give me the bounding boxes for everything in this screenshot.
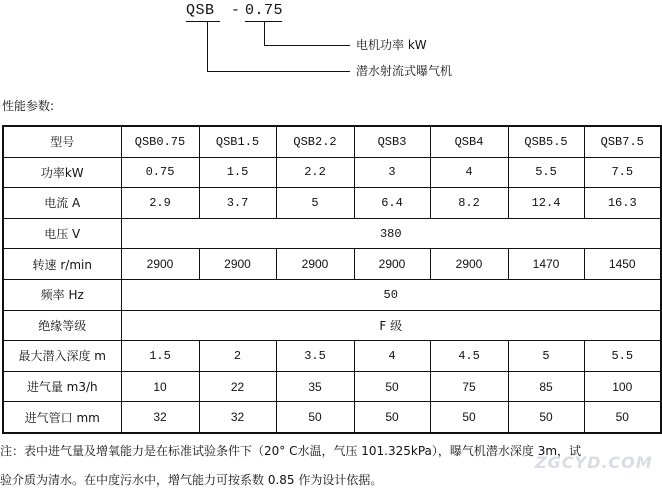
row-label-pipe-diameter: 进气管口 mm <box>3 402 121 433</box>
table-cell: 85 <box>508 371 584 402</box>
table-cell: 5.5 <box>584 341 661 372</box>
site-watermark: ZGCYD.COM <box>535 453 653 472</box>
table-cell: 2900 <box>199 249 276 280</box>
table-cell: 1450 <box>584 249 661 280</box>
table-cell: 2900 <box>121 249 199 280</box>
section-title: 性能参数: <box>2 99 55 113</box>
row-label-insulation: 绝缘等级 <box>3 310 121 341</box>
series-code: QSB <box>186 2 215 19</box>
power-description: 电机功率 kW <box>356 38 427 52</box>
series-code-underline <box>186 21 220 22</box>
table-cell: 5.5 <box>508 157 584 188</box>
row-label-voltage: 电压 V <box>3 218 121 249</box>
table-cell: 5 <box>508 341 584 372</box>
row-label-air-intake: 进气量 m3/h <box>3 371 121 402</box>
row-label-depth: 最大潜入深度 m <box>3 341 121 372</box>
row-label-frequency: 频率 Hz <box>3 279 121 310</box>
separator-dash: - <box>231 2 241 19</box>
table-cell: 3.5 <box>276 341 354 372</box>
table-row-depth <box>3 341 661 372</box>
table-row-frequency <box>3 279 661 310</box>
table-header-row <box>3 126 661 157</box>
table-cell: 1.5 <box>199 157 276 188</box>
table-cell: 50 <box>508 402 584 433</box>
merged-insulation-cell: F 级 <box>121 310 661 341</box>
model-header-cell: QSB0.75 <box>121 126 199 157</box>
table-cell: 12.4 <box>508 188 584 219</box>
table-cell: 3 <box>354 157 430 188</box>
performance-table <box>2 125 662 434</box>
table-cell: 2 <box>199 341 276 372</box>
table-row-air-intake <box>3 371 661 402</box>
table-cell: 1470 <box>508 249 584 280</box>
table-cell: 4 <box>430 157 508 188</box>
note-line-1: 注：表中进气量及增氧能力是在标准试验条件下（20° C水温，气压 101.325kPa），曝气机潜水深度 3m，试 <box>0 444 582 458</box>
table-row-power <box>3 157 661 188</box>
table-cell: 4.5 <box>430 341 508 372</box>
table-cell: 22 <box>199 371 276 402</box>
table-cell: 32 <box>121 402 199 433</box>
type-description: 潜水射流式曝气机 <box>356 64 453 78</box>
table-row-insulation <box>3 310 661 341</box>
table-cell: 100 <box>584 371 661 402</box>
table-cell: 75 <box>430 371 508 402</box>
table-cell: 1.5 <box>121 341 199 372</box>
type-leader-vertical <box>207 22 208 72</box>
table-cell: 50 <box>354 371 430 402</box>
note-line-2: 验介质为清水。在中度污水中，增气能力可按系数 0.85 作为设计依据。 <box>0 473 383 487</box>
table-row-pipe-diameter <box>3 402 661 433</box>
table-row-voltage <box>3 218 661 249</box>
table-cell: 50 <box>584 402 661 433</box>
table-row-current <box>3 188 661 219</box>
table-row-speed <box>3 249 661 280</box>
table-cell: 4 <box>354 341 430 372</box>
row-label-speed: 转速 r/min <box>3 249 121 280</box>
table-cell: 2900 <box>354 249 430 280</box>
table-cell: 10 <box>121 371 199 402</box>
model-header-cell: QSB2.2 <box>276 126 354 157</box>
model-header-cell: QSB3 <box>354 126 430 157</box>
table-header-label: 型号 <box>3 126 121 157</box>
table-cell: 6.4 <box>354 188 430 219</box>
model-header-cell: QSB1.5 <box>199 126 276 157</box>
table-cell: 50 <box>354 402 430 433</box>
table-cell: 35 <box>276 371 354 402</box>
merged-voltage-cell: 380 <box>121 218 661 249</box>
row-label-current: 电流 A <box>3 188 121 219</box>
type-leader-horizontal <box>207 71 350 72</box>
table-cell: 2.2 <box>276 157 354 188</box>
table-cell: 32 <box>199 402 276 433</box>
table-cell: 16.3 <box>584 188 661 219</box>
table-cell: 8.2 <box>430 188 508 219</box>
table-cell: 2900 <box>276 249 354 280</box>
table-cell: 50 <box>276 402 354 433</box>
table-cell: 0.75 <box>121 157 199 188</box>
model-designation-diagram <box>0 0 662 98</box>
power-leader-horizontal <box>264 45 350 46</box>
model-header-cell: QSB7.5 <box>584 126 661 157</box>
table-cell: 2.9 <box>121 188 199 219</box>
table-cell: 3.7 <box>199 188 276 219</box>
model-header-cell: QSB4 <box>430 126 508 157</box>
table-cell: 50 <box>430 402 508 433</box>
power-code: 0.75 <box>245 2 284 19</box>
table-cell: 7.5 <box>584 157 661 188</box>
table-cell: 2900 <box>430 249 508 280</box>
table-cell: 5 <box>276 188 354 219</box>
row-label-power: 功率kW <box>3 157 121 188</box>
power-leader-vertical <box>264 22 265 46</box>
merged-frequency-cell: 50 <box>121 279 661 310</box>
model-header-cell: QSB5.5 <box>508 126 584 157</box>
